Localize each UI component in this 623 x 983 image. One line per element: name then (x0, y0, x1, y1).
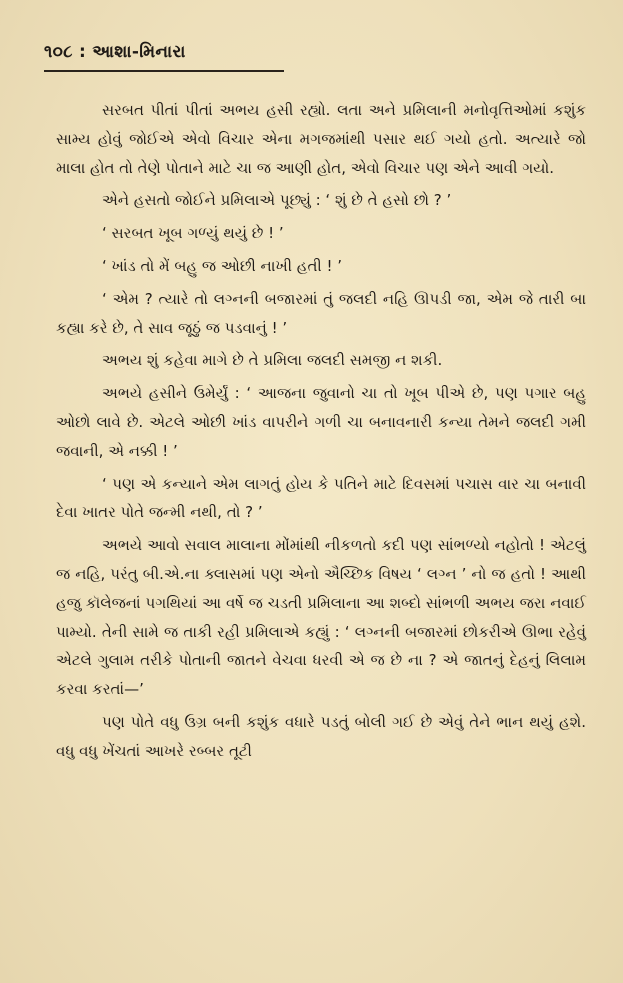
paragraph: ‘ ખાંડ તો મેં બહુ જ ઓછી નાખી હતી ! ’ (102, 256, 342, 275)
paragraph: ‘ સરબત ખૂબ ગળ્યું થયું છે ! ’ (102, 224, 284, 243)
paragraph: ‘ એમ ? ત્યારે તો લગ્નની બજારમાં તું જલદી નહિ ઊપડી જા, એમ જે તારી બા કહ્યા કરે છે, તે સાવ જૂઠું જ પડવાનું ! ’ (56, 289, 586, 337)
paragraph: અભયે હસીને ઉમેર્યું : ‘ આજના જુવાનો ચા તો ખૂબ પીએ છે, પણ પગાર બહુ ઓછો લાવે છે. એટલે ઓછી ખાંડ વાપરીને ગળી ચા બનાવનારી કન્યા તેમને જલદી ગમી જવાની, એ નક્કી ! ’ (56, 384, 586, 460)
paragraph: એને હસતો જોઈને પ્રમિલાએ પૂછ્યું : ‘ શું છે તે હસો છો ? ’ (102, 191, 452, 210)
header-rule (44, 70, 284, 72)
paragraph: સરબત પીતાં પીતાં અભય હસી રહ્યો. લતા અને પ્રમિલાની મનોવૃત્તિઓમાં કશુંક સામ્ય હોવું જોઈએ એવો વિચાર એના મગજમાંથી પસાર થઈ ગયો હતો. અત્યારે જો માલા હોત તો તેણે પોતાને માટે ચા જ આણી હોત, એવો વિચાર પણ એને આવી ગયો. (56, 101, 586, 177)
page-body (56, 96, 586, 770)
paragraph: અભય શું કહેવા માગે છે તે પ્રમિલા જલદી સમજી ન શકી. (102, 351, 443, 370)
paragraph: ‘ પણ એ કન્યાને એમ લાગતું હોય કે પતિને માટે દિવસમાં પચાસ વાર ચા બનાવી દેવા ખાતર પોતે જન્મી નથી, તો ? ’ (56, 474, 586, 522)
paragraph: અભયે આવો સવાલ માલાના મોંમાંથી નીકળતો કદી પણ સાંભળ્યો નહોતો ! એટલું જ નહિ, પરંતુ બી.એ.ના ક્લાસમાં પણ એનો ઐચ્છિક વિષય ‘ લગ્ન ’ નો જ હતો ! આથી હજુ કૉલેજનાં પગથિયાં આ વર્ષે જ ચડતી પ્રમિલાના આ શબ્દો સાંભળી અભય જરા નવાઈ પામ્યો. તેની સામે જ તાકી રહી પ્રમિલાએ કહ્યું : ‘ લગ્નની બજારમાં છોકરીએ ઊભા રહેવું એટલે ગુલામ તરીકે પોતાની જાતને વેચવા ધરવી એ જ છે ના ? એ જાતનું દેહનું લિલામ કરવા કરતાં—’ (56, 536, 586, 699)
running-header (44, 42, 186, 62)
header-separator: : (79, 42, 87, 62)
paragraph: પણ પોતે વધુ ઉગ્ર બની કશુંક વધારે પડતું બોલી ગઈ છે એવું તેને ભાન થયું હશે. વધુ વધુ ખેંચતાં આખરે રબ્બર તૂટી (56, 712, 586, 760)
book-title: આશા-મિનારા (92, 42, 186, 62)
page-number: ૧૦૮ (44, 42, 73, 62)
